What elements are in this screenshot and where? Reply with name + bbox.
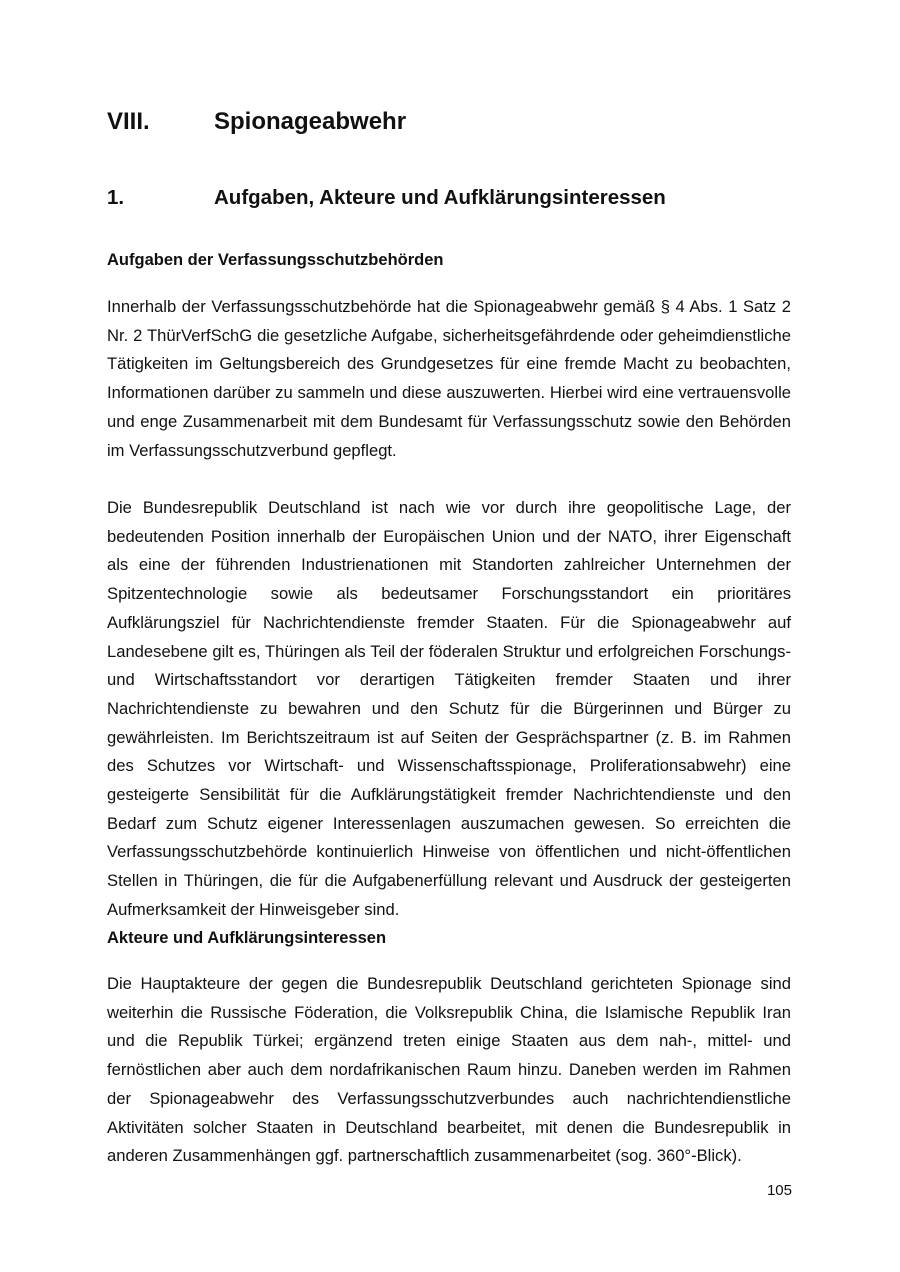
page-number: 105 [766,1182,792,1199]
paragraph-aufgaben-2: Die Bundesrepublik Deutschland ist nach wie vor durch ihre geopolitische Lage, der bedeutenden Position innerhalb der Europäischen Union und der NATO, ihrer Eigenschaft als eine der führenden Industrienationen mit Standorten zahlreicher Unternehmen der Spitzentechnologie sowie als bedeutsamer Forschungsstandort ein prioritäres Aufklärungsziel für Nachrichtendienste fremder Staaten. Für die Spionageabwehr auf Landesebene gilt es, Thüringen als Teil der föderalen Struktur und erfolgreichen Forschungs- und Wirtschaftsstandort vor derartigen Tätigkeiten fremder Staaten und ihrer Nachrichtendienste zu bewahren und den Schutz für die Bürgerinnen und Bürger zu gewährleisten. Im Berichtszeitraum ist auf Seiten der Gesprächspartner (z. B. im Rahmen des Schutzes vor Wirtschaft- und Wissenschaftsspionage, Proliferationsabwehr) eine gesteigerte Sensibilität für die Aufklärungstätigkeit fremder Nachrichtendienste und den Bedarf zum Schutz eigener Interessenlagen auszumachen gewesen. So erreichten die Verfassungsschutzbehörde kontinuierlich Hinweise von öffentlichen und nicht-öffentlichen Stellen in Thüringen, die für die Aufgabenerfüllung relevant und Ausdruck der gesteigerten Aufmerksamkeit der Hinweisgeber sind. [107,498,791,919]
paragraph-akteure-1: Die Hauptakteure der gegen die Bundesrepublik Deutschland gerichteten Spionage sind weiterhin die Russische Föderation, die Volksrepublik China, die Islamische Republik Iran und die Republik Türkei; ergänzend treten einige Staaten aus dem nah-, mittel- und fernöstlichen aber auch dem nordafrikanischen Raum hinzu. Daneben werden im Rahmen der Spionageabwehr des Verfassungsschutzverbundes auch nachrichtendienstliche Aktivitäten solcher Staaten in Deutschland bearbeitet, mit denen die Bundesrepublik in anderen Zusammenhängen ggf. partnerschaftlich zusammenarbeitet (sog. 360°-Blick). [107,974,791,1166]
chapter-number: VIII. [107,108,150,135]
subsection-heading-aufgaben: Aufgaben der Verfassungsschutzbehörden [107,251,444,269]
paragraph-aufgaben-1: Innerhalb der Verfassungsschutzbehörde hat die Spionageabwehr gemäß § 4 Abs. 1 Satz 2 Nr. 2 ThürVerfSchG die gesetzliche Aufgabe, sicherheitsgefährdende oder geheimdienstliche Tätigkeiten im Geltungsbereich des Grundgesetzes für eine fremde Macht zu beobachten, Informationen darüber zu sammeln und diese auszuwerten. Hierbei wird eine vertrauensvolle und enge Zusammenarbeit mit dem Bundesamt für Verfassungsschutz sowie den Behörden im Verfassungsschutzverbund gepflegt. [107,297,791,460]
subsection-heading-akteure: Akteure und Aufklärungsinteressen [107,929,387,947]
section-title: Aufgaben, Akteure und Aufklärungsinteressen [214,186,666,209]
section-heading [107,183,797,213]
chapter-heading [107,104,797,140]
chapter-title: Spionageabwehr [214,108,407,135]
section-number: 1. [107,186,125,209]
